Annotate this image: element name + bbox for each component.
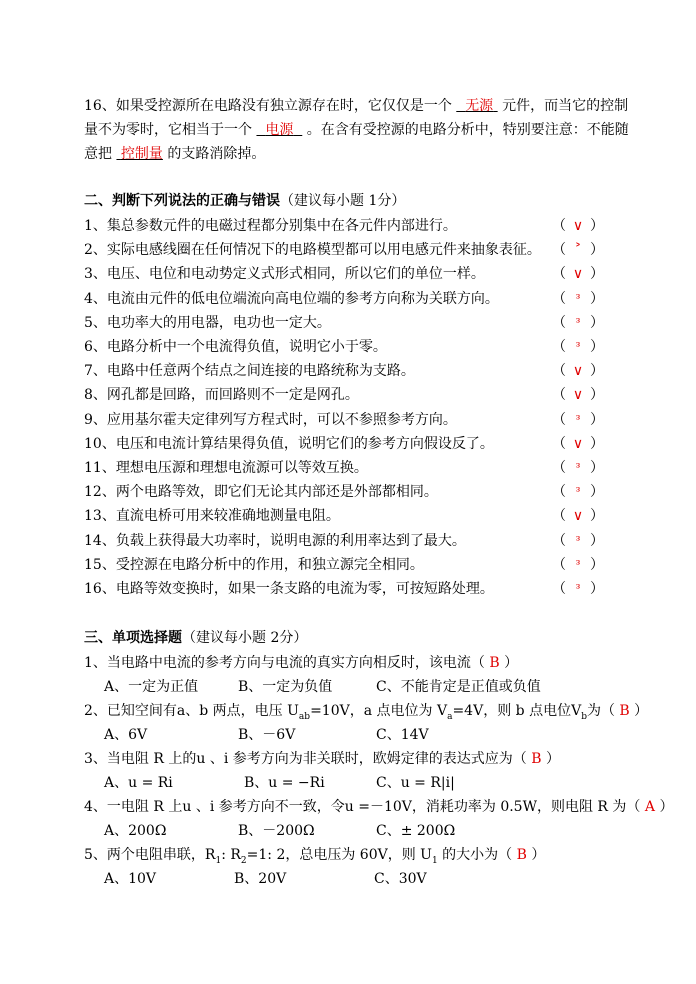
question-stem: =1: 2，总电压为 60V，则 U — [246, 847, 432, 863]
option-a: A、200Ω — [104, 823, 167, 839]
option-a: A、10V — [104, 871, 157, 887]
paren-open: （ — [552, 266, 566, 283]
judge-item-text: 6、电路分析中一个电流得负值，说明它小于零。 — [84, 339, 387, 355]
judge-answer-mark — [552, 216, 604, 236]
judge-answer: ᵌ — [575, 460, 581, 476]
question-5 — [84, 845, 545, 871]
paren-close: ） — [590, 556, 604, 573]
paren-close: ） — [590, 387, 604, 404]
judge-item — [84, 264, 604, 284]
section-3-note: （建议每小题 2分） — [182, 630, 308, 646]
fill-blank-answer: 电源 — [265, 122, 294, 138]
judge-answer-mark — [552, 458, 604, 478]
judge-answer: ᵌ — [575, 532, 581, 549]
judge-answer: ∨ — [572, 508, 584, 525]
question-3 — [84, 749, 560, 769]
option-a: A、一定为正值 — [104, 679, 199, 695]
judge-answer-mark — [552, 555, 604, 575]
question-close: ） — [629, 703, 649, 719]
judge-item-text: 12、两个电路等效，即它们无论其内部还是外部都相同。 — [84, 484, 438, 501]
judge-answer-mark — [552, 337, 604, 357]
judge-item — [84, 289, 604, 309]
option-c: C、30V — [374, 871, 427, 887]
judge-answer: ᵌ — [575, 314, 581, 331]
judge-answer-mark — [552, 506, 604, 526]
fill-blank-line-2 — [84, 120, 629, 140]
section-2-heading — [84, 191, 405, 211]
subscript: 1 — [215, 855, 222, 866]
question-answer: B — [489, 655, 500, 671]
option-a: A、6V — [104, 727, 148, 743]
paren-open: （ — [552, 314, 566, 331]
judge-item-text: 14、负载上获得最大功率时，说明电源的利用率达到了最大。 — [84, 532, 466, 549]
judge-answer-mark — [552, 240, 604, 260]
option-c: C、± 200Ω — [376, 823, 456, 839]
paren-open: （ — [552, 290, 566, 307]
subscript: b — [581, 711, 587, 722]
subscript: 1 — [431, 855, 438, 866]
paren-close: ） — [590, 339, 604, 355]
paren-close: ） — [590, 508, 604, 525]
judge-item — [84, 337, 604, 357]
question-answer: B — [531, 751, 542, 767]
fill-blank-line-1 — [84, 96, 628, 116]
question-stem: 1、当电路中电流的参考方向与电流的真实方向相反时，该电流（ — [84, 655, 490, 671]
question-4 — [84, 797, 673, 817]
paren-open: （ — [552, 581, 566, 597]
option-b: B、一定为负值 — [238, 679, 333, 695]
section-2-title: 二、判断下列说法的正确与错误 — [84, 193, 280, 209]
judge-item — [84, 216, 604, 236]
judge-answer: ˃ — [574, 242, 582, 259]
paren-close: ） — [590, 435, 604, 452]
judge-answer: ∨ — [572, 435, 584, 452]
judge-item-text: 15、受控源在电路分析中的作用，和独立源完全相同。 — [84, 556, 424, 573]
option-b: B、u = −Ri — [244, 775, 325, 791]
question-stem: 的大小为（ — [437, 847, 517, 863]
judge-answer: ᵌ — [575, 290, 581, 307]
question-answer: B — [516, 847, 527, 863]
question-answer: B — [619, 703, 630, 719]
judge-item-text: 1、集总参数元件的电磁过程都分别集中在各元件内部进行。 — [84, 218, 457, 234]
paren-close: ） — [590, 363, 604, 380]
fill-blank-text: 意把 — [84, 146, 112, 162]
fill-blank-text: 16、如果受控源所在电路没有独立源存在时，它仅仅是一个 — [84, 98, 452, 114]
judge-item — [84, 506, 604, 526]
judge-item-text: 3、电压、电位和电动势定义式形式相同，所以它们的单位一样。 — [84, 266, 485, 283]
fill-blank-text: 的支路消除掉。 — [167, 146, 266, 162]
paren-open: （ — [552, 339, 566, 355]
judge-item-text: 8、网孔都是回路，而回路则不一定是网孔。 — [84, 387, 359, 404]
option-c: C、不能肯定是正值或负值 — [376, 679, 541, 695]
section-3-heading — [84, 628, 307, 648]
paren-open: （ — [552, 387, 566, 404]
option-a: A、u = Ri — [104, 775, 173, 791]
judge-answer-mark — [552, 579, 604, 599]
option-c: C、14V — [376, 727, 429, 743]
question-close: ） — [499, 655, 519, 671]
judge-item-text: 16、电路等效变换时，如果一条支路的电流为零，可按短路处理。 — [84, 581, 494, 597]
section-2-note: （建议每小题 1分） — [280, 193, 406, 209]
paren-close: ） — [590, 290, 604, 307]
question-stem: 4、一电阻 R 上u 、i 参考方向不一致，令u =－10V，消耗功率为 0.5W，则电阻 R 为（ — [84, 799, 645, 815]
judge-answer: ᵌ — [575, 556, 581, 573]
judge-item-text: 13、直流电桥可用来较准确地测量电阻。 — [84, 508, 340, 525]
fill-blank-text: 元件，而当它的控制 — [502, 98, 629, 114]
judge-item — [84, 458, 604, 478]
paren-close: ） — [590, 484, 604, 501]
paren-open: （ — [552, 556, 566, 573]
paren-close: ） — [590, 218, 604, 234]
option-b: B、20V — [234, 871, 287, 887]
judge-item — [84, 313, 604, 333]
judge-item — [84, 482, 604, 502]
paren-close: ） — [590, 242, 604, 259]
subscript: a — [447, 711, 453, 722]
judge-answer: ᵌ — [575, 484, 581, 501]
paren-close: ） — [590, 581, 604, 597]
question-close: ） — [526, 847, 546, 863]
paren-open: （ — [552, 532, 566, 549]
question-stem: =4V，则 b 点电位V — [452, 703, 582, 719]
paren-close: ） — [590, 266, 604, 283]
judge-item — [84, 361, 604, 381]
judge-item-text: 11、理想电压源和理想电流源可以等效互换。 — [84, 460, 368, 476]
paren-close: ） — [590, 411, 604, 428]
option-b: B、－200Ω — [238, 823, 315, 839]
paren-open: （ — [552, 508, 566, 525]
question-stem: 2、已知空间有a、b 两点，电压 U — [84, 703, 299, 719]
paren-open: （ — [552, 218, 566, 234]
judge-answer: ∨ — [572, 218, 584, 234]
fill-blank-answer: 控制量 — [120, 146, 163, 162]
judge-answer: ∨ — [572, 266, 584, 283]
fill-blank-line-3 — [84, 144, 265, 164]
judge-answer: ∨ — [572, 387, 584, 404]
judge-answer: ∨ — [572, 363, 584, 380]
judge-answer-mark — [552, 410, 604, 430]
paren-close: ） — [590, 460, 604, 476]
judge-item — [84, 385, 604, 405]
judge-answer-mark — [552, 361, 604, 381]
judge-answer-mark — [552, 313, 604, 333]
judge-answer-mark — [552, 482, 604, 502]
option-c: C、u = R|i| — [376, 775, 455, 791]
paren-open: （ — [552, 484, 566, 501]
judge-item-text: 10、电压和电流计算结果得负值，说明它们的参考方向假设反了。 — [84, 435, 494, 452]
paren-open: （ — [552, 435, 566, 452]
judge-item-text: 9、应用基尔霍夫定律列写方程式时，可以不参照参考方向。 — [84, 411, 457, 428]
question-close: ） — [541, 751, 560, 767]
judge-item — [84, 555, 604, 575]
judge-item — [84, 579, 604, 599]
paren-open: （ — [552, 363, 566, 380]
judge-answer-mark — [552, 385, 604, 405]
paren-open: （ — [552, 411, 566, 428]
judge-answer-mark — [552, 264, 604, 284]
judge-answer: ᵌ — [575, 339, 581, 355]
fill-blank-text: 。在含有受控源的电路分析中，特别要注意：不能随 — [306, 122, 629, 138]
question-stem: =10V，a 点电位为 V — [310, 703, 448, 719]
paren-close: ） — [590, 532, 604, 549]
judge-answer-mark — [552, 434, 604, 454]
judge-answer-mark — [552, 531, 604, 551]
question-stem: 5、两个电阻串联，R — [84, 847, 216, 863]
question-stem: 3、当电阻 R 上的u 、i 参考方向为非关联时，欧姆定律的表达式应为（ — [84, 751, 532, 767]
judge-answer: ᵌ — [575, 581, 581, 597]
question-2 — [84, 701, 648, 727]
judge-item — [84, 434, 604, 454]
judge-answer-mark — [552, 289, 604, 309]
section-3-title: 三、单项选择题 — [84, 630, 182, 646]
question-stem: : R — [221, 847, 241, 863]
question-1 — [84, 653, 518, 673]
judge-item-text: 4、电流由元件的低电位端流向高电位端的参考方向称为关联方向。 — [84, 290, 499, 307]
judge-item — [84, 410, 604, 430]
judge-item — [84, 531, 604, 551]
paren-open: （ — [552, 242, 566, 259]
paren-close: ） — [590, 314, 604, 331]
fill-blank-answer: 无源 — [465, 98, 494, 114]
judge-answer: ᵌ — [575, 411, 581, 428]
paren-open: （ — [552, 460, 566, 476]
judge-item-text: 2、实际电感线圈在任何情况下的电路模型都可以用电感元件来抽象表征。 — [84, 242, 541, 259]
fill-blank-text: 量不为零时，它相当于一个 — [84, 122, 252, 138]
judge-item — [84, 240, 604, 260]
subscript: 2 — [240, 855, 247, 866]
judge-item-text: 7、电路中任意两个结点之间连接的电路统称为支路。 — [84, 363, 415, 380]
option-b: B、－6V — [238, 727, 296, 743]
subscript: ab — [298, 711, 311, 722]
question-stem: 为（ — [586, 703, 620, 719]
question-close: ） — [655, 799, 674, 815]
question-answer: A — [644, 799, 655, 815]
judge-item-text: 5、电功率大的用电器，电功也一定大。 — [84, 314, 331, 331]
